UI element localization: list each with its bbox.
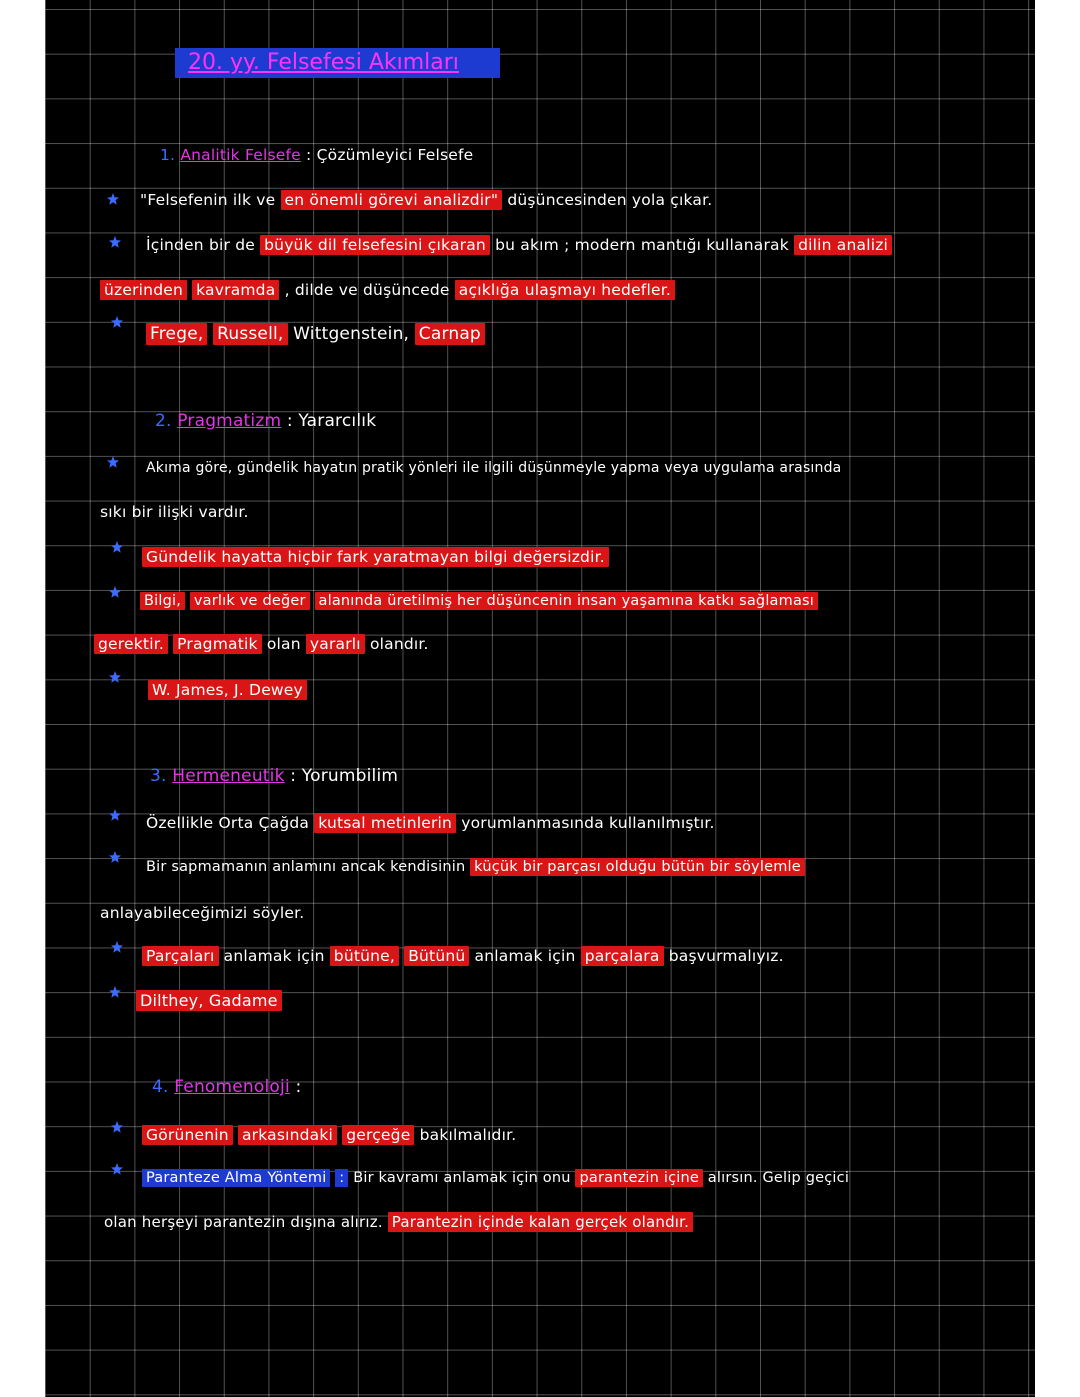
section-1-name: Analitik Felsefe	[180, 146, 301, 164]
section-4-number: 4.	[152, 1077, 169, 1097]
s2-l4-highlight-3: alanında üretilmiş her düşüncenin insan yaşamına katkı sağlaması	[315, 592, 819, 610]
s2-line-2: sıkı bir ilişki vardır.	[100, 503, 249, 521]
s2-l5-highlight: gerektir.	[94, 634, 168, 654]
star-icon	[106, 192, 120, 206]
s2-l5-text: olan	[266, 635, 301, 653]
s1-l3-highlight-3: açıklığa ulaşmayı hedefler.	[455, 280, 675, 300]
s3-l4-text-2: anlamak için	[474, 947, 576, 965]
s3-l1-text-end: yorumlanmasında kullanılmıştır.	[461, 814, 715, 832]
section-1-heading	[160, 144, 473, 166]
section-3-separator: :	[290, 766, 297, 786]
star-icon	[110, 540, 124, 554]
star-icon	[108, 235, 122, 249]
s4-line-2	[142, 1167, 849, 1189]
s4-l3-text: olan herşeyi parantezin dışına alırız.	[104, 1213, 383, 1231]
section-4-name: Fenomenoloji	[174, 1077, 290, 1097]
s4-l1-highlight: Görünenin	[142, 1125, 233, 1145]
section-3-heading	[150, 765, 398, 787]
s1-line-3	[100, 279, 675, 301]
star-icon	[110, 940, 124, 954]
s2-line-3	[142, 546, 609, 568]
s4-line-3	[104, 1211, 693, 1233]
s1-line-1	[140, 189, 712, 211]
s3-names	[136, 990, 282, 1012]
s1-l3-highlight: üzerinden	[100, 280, 187, 300]
s4-l1-highlight-3: gerçeğe	[342, 1125, 414, 1145]
s2-names-highlight: W. James, J. Dewey	[148, 680, 307, 700]
section-3-subtitle: Yorumbilim	[301, 766, 399, 786]
s1-l2-highlight: büyük dil felsefesini çıkaran	[260, 235, 490, 255]
section-2-subtitle: Yararcılık	[298, 411, 377, 431]
s1-l1-text-end: düşüncesinden yola çıkar.	[507, 191, 713, 209]
s3-l2-highlight: küçük bir parçası olduğu bütün bir söylemle	[470, 858, 805, 876]
s3-l2-text: Bir sapmamanın anlamını ancak kendisinin	[146, 859, 466, 875]
s2-l4-highlight-2: varlık ve değer	[190, 592, 310, 610]
name-russell: Russell,	[213, 323, 287, 345]
s2-l3-highlight: Gündelik hayatta hiçbir fark yaratmayan bilgi değersizdir.	[142, 547, 609, 567]
star-icon	[110, 1162, 124, 1176]
star-icon	[108, 670, 122, 684]
section-3-number: 3.	[150, 766, 167, 786]
section-2-separator: :	[286, 411, 293, 431]
s3-l4-text: anlamak için	[223, 947, 325, 965]
section-2-name: Pragmatizm	[177, 411, 282, 431]
s3-l1-highlight: kutsal metinlerin	[314, 813, 456, 833]
s4-l2-highlight: parantezin içine	[575, 1169, 703, 1187]
star-icon	[110, 315, 124, 329]
star-icon	[108, 850, 122, 864]
section-1-number: 1.	[160, 146, 176, 164]
s4-l3-highlight: Parantezin içinde kalan gerçek olandır.	[388, 1212, 693, 1232]
s2-l5-highlight-3: yararlı	[306, 634, 365, 654]
star-icon	[106, 455, 120, 469]
s3-l4-text-end: başvurmalıyız.	[668, 947, 784, 965]
s3-line-3: anlayabileceğimizi söyler.	[100, 904, 305, 922]
s2-line-1: Akıma göre, gündelik hayatın pratik yönleri ile ilgili düşünmeyle yapma veya uygulama arasında	[146, 460, 842, 476]
section-2-number: 2.	[155, 411, 172, 431]
s4-line-1	[142, 1124, 516, 1146]
s3-l4-highlight-3: Bütünü	[404, 946, 469, 966]
section-1-separator: :	[306, 146, 312, 164]
section-3-name: Hermeneutik	[172, 766, 285, 786]
s4-l2-text: Bir kavramı anlamak için onu	[353, 1170, 571, 1186]
s2-l5-highlight-2: Pragmatik	[173, 634, 262, 654]
star-icon	[110, 1120, 124, 1134]
s1-l3-highlight-2: kavramda	[192, 280, 279, 300]
s1-l1-text: "Felsefenin ilk ve	[140, 191, 276, 209]
star-icon	[108, 808, 122, 822]
s4-l2-method: Paranteze Alma Yöntemi	[142, 1169, 330, 1187]
name-frege: Frege,	[146, 323, 207, 345]
section-4-heading	[152, 1076, 301, 1098]
s2-names	[148, 679, 307, 701]
s4-l1-text: bakılmalıdır.	[419, 1126, 517, 1144]
s3-l4-highlight-2: bütüne,	[330, 946, 399, 966]
s1-l3-text: , dilde ve düşüncede	[284, 281, 450, 299]
s1-l2-text-mid: bu akım ; modern mantığı kullanarak	[495, 236, 789, 254]
s4-l2-colon: :	[335, 1169, 348, 1187]
s2-l5-text-end: olandır.	[369, 635, 429, 653]
s3-l4-highlight-4: parçalara	[581, 946, 664, 966]
s1-line-2	[146, 234, 892, 256]
s2-l4-highlight: Bilgi,	[140, 592, 185, 610]
section-4-separator: :	[295, 1077, 302, 1097]
s3-line-2	[146, 856, 805, 878]
s3-l4-highlight: Parçaları	[142, 946, 219, 966]
s3-l1-text: Özellikle Orta Çağda	[146, 814, 310, 832]
section-2-heading	[155, 410, 376, 432]
s3-line-4	[142, 945, 784, 967]
section-1-subtitle: Çözümleyici Felsefe	[316, 146, 474, 164]
name-wittgenstein: Wittgenstein,	[293, 324, 410, 344]
star-icon	[108, 585, 122, 599]
s3-line-1	[146, 812, 715, 834]
s1-l1-highlight: en önemli görevi analizdir"	[281, 190, 503, 210]
s2-line-5	[94, 633, 429, 655]
s2-line-4	[140, 590, 818, 612]
s4-l1-highlight-2: arkasındaki	[238, 1125, 337, 1145]
s4-l2-text-end: alırsın. Gelip geçici	[707, 1170, 850, 1186]
star-icon	[108, 985, 122, 999]
s1-l2-text: İçinden bir de	[146, 236, 255, 254]
s1-l2-highlight-end: dilin analizi	[794, 235, 892, 255]
s3-names-highlight: Dilthey, Gadame	[136, 990, 282, 1011]
page-title: 20. yy. Felsefesi Akımları	[188, 50, 459, 75]
name-carnap: Carnap	[415, 323, 485, 345]
s1-names	[146, 323, 485, 345]
